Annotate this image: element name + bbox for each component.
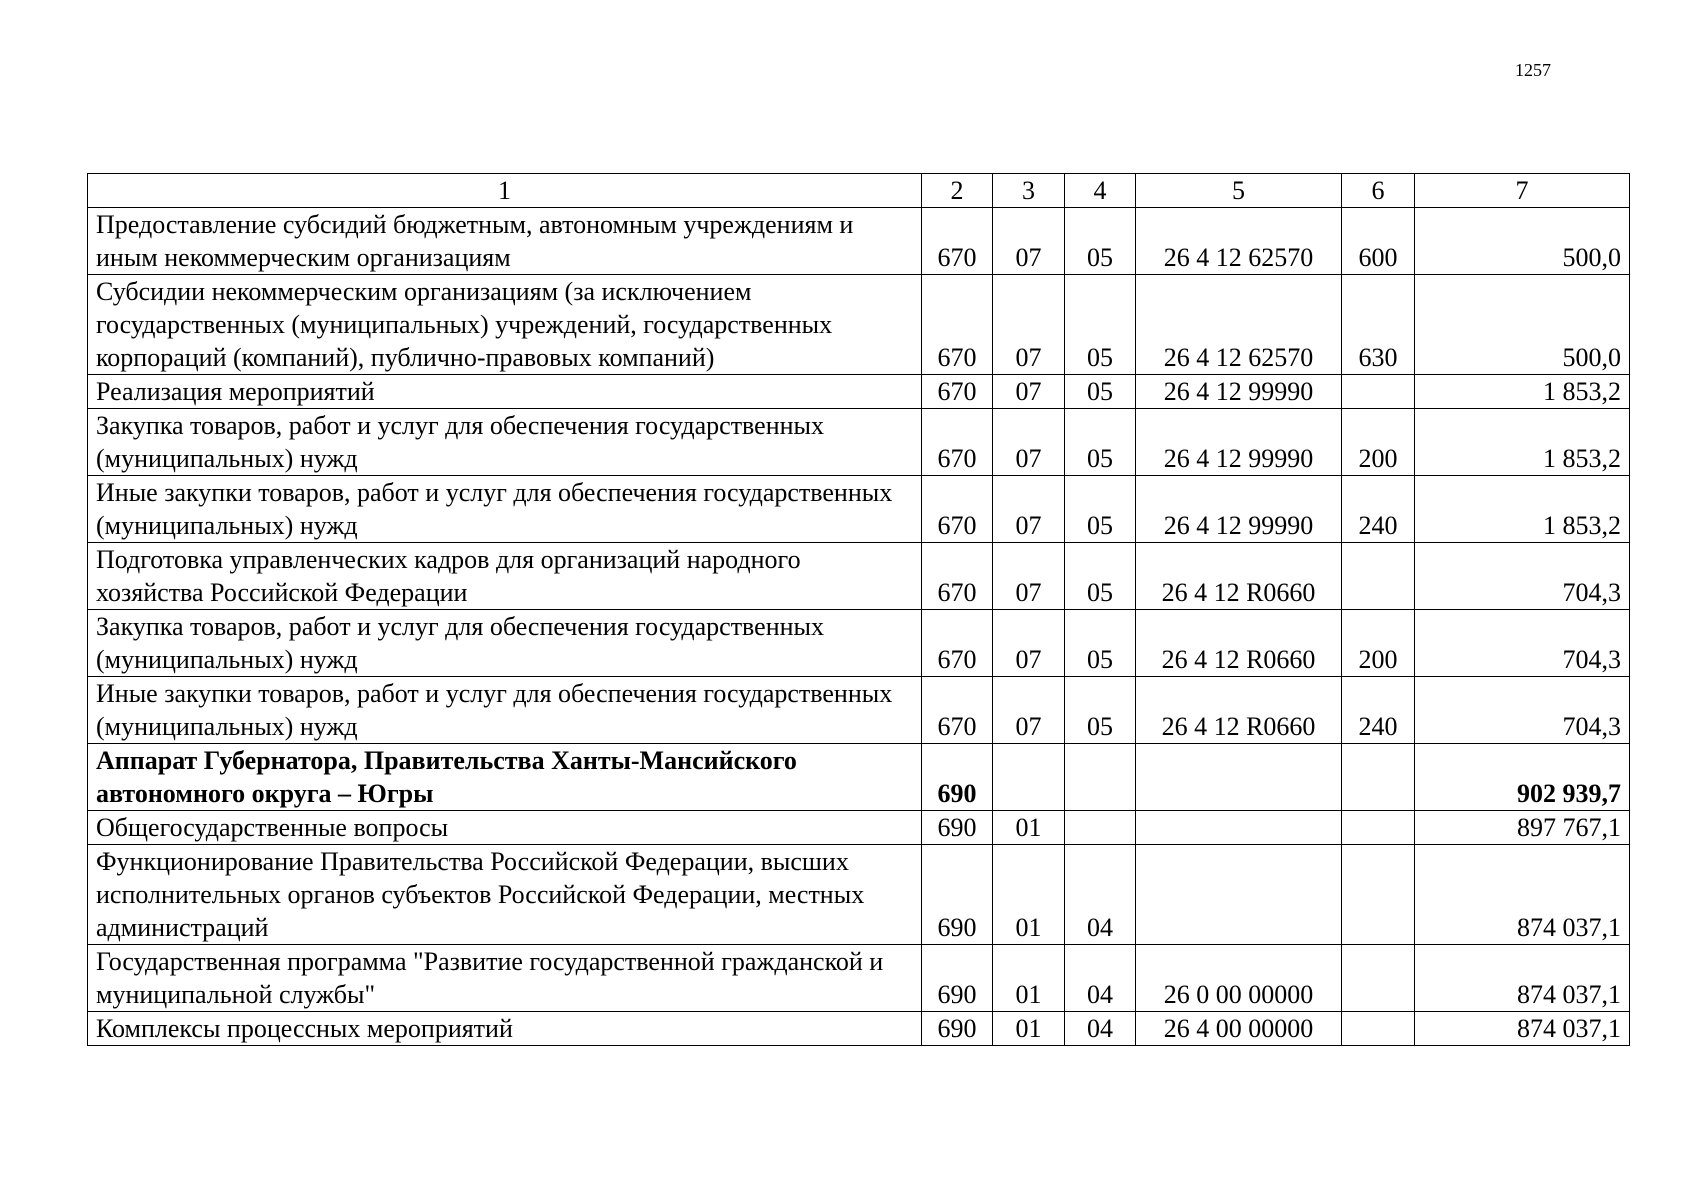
header-cell: 4 xyxy=(1065,174,1136,208)
row-section-cell: 01 xyxy=(993,811,1065,845)
header-cell: 1 xyxy=(88,174,922,208)
row-name-cell: Комплексы процессных мероприятий xyxy=(88,1012,922,1046)
row-section-cell: 07 xyxy=(993,476,1065,543)
row-name-cell: Субсидии некоммерческим организациям (за исключением государственных (муниципальных) учреждений, государственных корпораций (компаний), публично-правовых компаний) xyxy=(88,275,922,375)
row-target-article-cell xyxy=(1136,811,1342,845)
row-section-cell: 07 xyxy=(993,375,1065,409)
row-code-cell: 670 xyxy=(922,677,993,744)
row-subsection-cell: 05 xyxy=(1065,543,1136,610)
row-name-cell: Предоставление субсидий бюджетным, автономным учреждениям и иным некоммерческим организациям xyxy=(88,208,922,275)
row-expense-type-cell: 240 xyxy=(1342,476,1415,543)
row-subsection-cell xyxy=(1065,744,1136,811)
table-header-row xyxy=(88,174,1630,208)
row-amount-cell: 874 037,1 xyxy=(1415,1012,1630,1046)
row-section-cell: 01 xyxy=(993,845,1065,945)
row-name-cell: Общегосударственные вопросы xyxy=(88,811,922,845)
table-row xyxy=(88,409,1630,476)
row-target-article-cell: 26 4 12 R0660 xyxy=(1136,543,1342,610)
row-subsection-cell: 05 xyxy=(1065,677,1136,744)
row-name-cell: Иные закупки товаров, работ и услуг для обеспечения государственных (муниципальных) нужд xyxy=(88,476,922,543)
row-expense-type-cell xyxy=(1342,945,1415,1012)
row-section-cell: 07 xyxy=(993,275,1065,375)
table-row xyxy=(88,677,1630,744)
row-code-cell: 690 xyxy=(922,845,993,945)
table-row xyxy=(88,744,1630,811)
row-subsection-cell xyxy=(1065,811,1136,845)
row-section-cell: 07 xyxy=(993,409,1065,476)
row-section-cell: 07 xyxy=(993,677,1065,744)
row-expense-type-cell: 200 xyxy=(1342,610,1415,677)
table-row xyxy=(88,208,1630,275)
table-row xyxy=(88,1012,1630,1046)
row-amount-cell: 704,3 xyxy=(1415,543,1630,610)
row-subsection-cell: 04 xyxy=(1065,1012,1136,1046)
row-target-article-cell: 26 4 00 00000 xyxy=(1136,1012,1342,1046)
table-row xyxy=(88,945,1630,1012)
row-amount-cell: 874 037,1 xyxy=(1415,945,1630,1012)
row-amount-cell: 1 853,2 xyxy=(1415,476,1630,543)
header-cell: 3 xyxy=(993,174,1065,208)
row-subsection-cell: 05 xyxy=(1065,409,1136,476)
row-amount-cell: 1 853,2 xyxy=(1415,409,1630,476)
table-row xyxy=(88,610,1630,677)
row-expense-type-cell xyxy=(1342,845,1415,945)
row-code-cell: 670 xyxy=(922,409,993,476)
row-section-cell: 01 xyxy=(993,1012,1065,1046)
row-target-article-cell: 26 4 12 R0660 xyxy=(1136,677,1342,744)
table-row xyxy=(88,375,1630,409)
header-cell: 7 xyxy=(1415,174,1630,208)
table-row xyxy=(88,275,1630,375)
row-subsection-cell: 04 xyxy=(1065,945,1136,1012)
row-subsection-cell: 04 xyxy=(1065,845,1136,945)
header-cell: 2 xyxy=(922,174,993,208)
row-target-article-cell: 26 4 12 R0660 xyxy=(1136,610,1342,677)
row-section-cell: 01 xyxy=(993,945,1065,1012)
row-subsection-cell: 05 xyxy=(1065,208,1136,275)
row-target-article-cell: 26 4 12 99990 xyxy=(1136,409,1342,476)
row-amount-cell: 500,0 xyxy=(1415,275,1630,375)
row-target-article-cell: 26 4 12 62570 xyxy=(1136,208,1342,275)
row-name-cell: Иные закупки товаров, работ и услуг для обеспечения государственных (муниципальных) нужд xyxy=(88,677,922,744)
row-expense-type-cell xyxy=(1342,744,1415,811)
row-name-cell: Реализация мероприятий xyxy=(88,375,922,409)
row-code-cell: 690 xyxy=(922,744,993,811)
row-subsection-cell: 05 xyxy=(1065,610,1136,677)
row-code-cell: 670 xyxy=(922,275,993,375)
row-name-cell: Подготовка управленческих кадров для организаций народного хозяйства Российской Федерации xyxy=(88,543,922,610)
row-expense-type-cell xyxy=(1342,543,1415,610)
row-target-article-cell xyxy=(1136,845,1342,945)
row-expense-type-cell: 200 xyxy=(1342,409,1415,476)
table-row xyxy=(88,845,1630,945)
budget-table xyxy=(87,173,1630,1046)
row-subsection-cell: 05 xyxy=(1065,375,1136,409)
row-expense-type-cell xyxy=(1342,811,1415,845)
row-target-article-cell xyxy=(1136,744,1342,811)
row-amount-cell: 704,3 xyxy=(1415,677,1630,744)
row-section-cell: 07 xyxy=(993,610,1065,677)
row-expense-type-cell: 240 xyxy=(1342,677,1415,744)
row-name-cell: Государственная программа "Развитие государственной гражданской и муниципальной службы" xyxy=(88,945,922,1012)
row-name-cell: Аппарат Губернатора, Правительства Ханты-Мансийского автономного округа – Югры xyxy=(88,744,922,811)
row-expense-type-cell: 630 xyxy=(1342,275,1415,375)
header-cell: 5 xyxy=(1136,174,1342,208)
row-expense-type-cell xyxy=(1342,375,1415,409)
row-target-article-cell: 26 0 00 00000 xyxy=(1136,945,1342,1012)
row-amount-cell: 902 939,7 xyxy=(1415,744,1630,811)
table-row xyxy=(88,543,1630,610)
row-code-cell: 670 xyxy=(922,375,993,409)
row-amount-cell: 1 853,2 xyxy=(1415,375,1630,409)
row-target-article-cell: 26 4 12 99990 xyxy=(1136,375,1342,409)
row-expense-type-cell xyxy=(1342,1012,1415,1046)
row-name-cell: Закупка товаров, работ и услуг для обеспечения государственных (муниципальных) нужд xyxy=(88,610,922,677)
row-target-article-cell: 26 4 12 99990 xyxy=(1136,476,1342,543)
row-section-cell: 07 xyxy=(993,543,1065,610)
row-subsection-cell: 05 xyxy=(1065,275,1136,375)
table-row xyxy=(88,811,1630,845)
row-name-cell: Закупка товаров, работ и услуг для обеспечения государственных (муниципальных) нужд xyxy=(88,409,922,476)
row-code-cell: 690 xyxy=(922,945,993,1012)
row-amount-cell: 897 767,1 xyxy=(1415,811,1630,845)
row-name-cell: Функционирование Правительства Российской Федерации, высших исполнительных органов субъектов Российской Федерации, местных администраций xyxy=(88,845,922,945)
row-expense-type-cell: 600 xyxy=(1342,208,1415,275)
row-code-cell: 670 xyxy=(922,610,993,677)
row-code-cell: 670 xyxy=(922,208,993,275)
page-number: 1257 xyxy=(1515,60,1551,80)
row-code-cell: 690 xyxy=(922,811,993,845)
table-row xyxy=(88,476,1630,543)
row-code-cell: 690 xyxy=(922,1012,993,1046)
row-code-cell: 670 xyxy=(922,476,993,543)
row-target-article-cell: 26 4 12 62570 xyxy=(1136,275,1342,375)
row-subsection-cell: 05 xyxy=(1065,476,1136,543)
row-amount-cell: 704,3 xyxy=(1415,610,1630,677)
row-section-cell xyxy=(993,744,1065,811)
row-code-cell: 670 xyxy=(922,543,993,610)
row-amount-cell: 874 037,1 xyxy=(1415,845,1630,945)
row-section-cell: 07 xyxy=(993,208,1065,275)
row-amount-cell: 500,0 xyxy=(1415,208,1630,275)
header-cell: 6 xyxy=(1342,174,1415,208)
